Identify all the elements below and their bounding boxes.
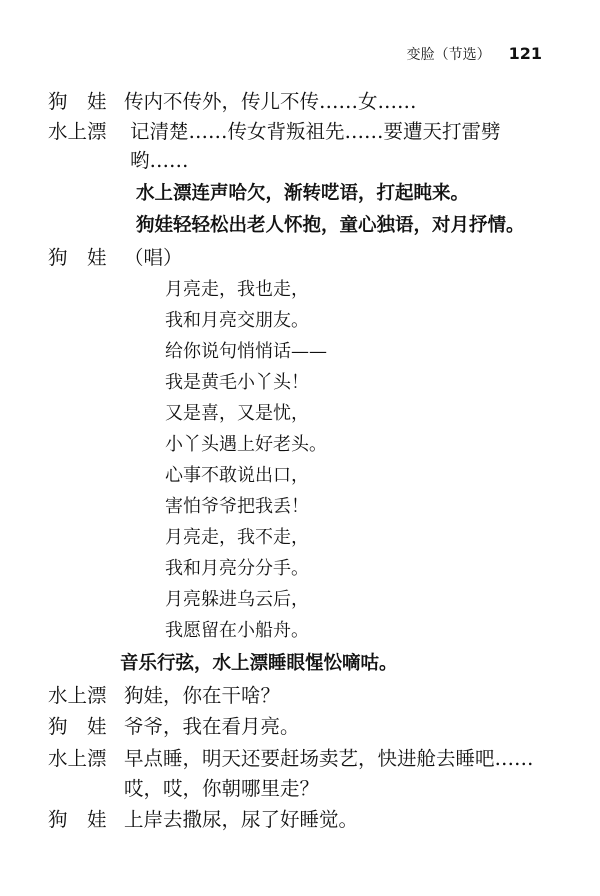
dialogue-text-continued: 哎，哎，你朝哪里走？ bbox=[124, 777, 320, 800]
speaker-name: 狗 娃 bbox=[48, 715, 107, 738]
speaker-name: 水上漂 bbox=[48, 747, 107, 770]
song-line: 心事不敢说出口， bbox=[165, 465, 309, 486]
dialogue-text: 传内不传外，传儿不传……女…… bbox=[124, 90, 417, 113]
song-line: 我是黄毛小丫头！ bbox=[165, 372, 309, 393]
speaker-name: 狗 娃 bbox=[48, 808, 107, 831]
song-line: 害怕爷爷把我丢！ bbox=[165, 496, 309, 517]
song-line: 给你说句悄悄话—— bbox=[165, 341, 327, 362]
header-title: 变脸（节选） bbox=[406, 47, 491, 63]
page-number: 121 bbox=[508, 44, 542, 63]
stage-direction: 狗娃轻轻松出老人怀抱，童心独语，对月抒情。 bbox=[136, 215, 525, 236]
song-line: 月亮走，我也走， bbox=[165, 279, 309, 300]
dialogue-text: 记清楚……传女背叛祖先……要遭天打雷劈 bbox=[130, 120, 501, 143]
song-line: 又是喜，又是忧， bbox=[165, 403, 309, 424]
speaker-name: 狗 娃 bbox=[48, 90, 107, 113]
running-header bbox=[407, 44, 542, 64]
song-line: 我和月亮交朋友。 bbox=[165, 310, 309, 331]
song-line: 月亮走，我不走， bbox=[165, 527, 309, 548]
dialogue-text: 早点睡，明天还要赶场卖艺，快进舱去睡吧…… bbox=[124, 747, 534, 770]
stage-direction: 音乐行弦，水上漂睡眼惺忪嘀咕。 bbox=[120, 653, 398, 674]
song-line: 我愿留在小船舟。 bbox=[165, 620, 309, 641]
dialogue-text: （唱） bbox=[124, 246, 183, 269]
song-line: 月亮躲进乌云后， bbox=[165, 589, 309, 610]
dialogue-text-continued: 哟…… bbox=[130, 149, 189, 172]
dialogue-text: 上岸去撒尿，尿了好睡觉。 bbox=[124, 808, 359, 831]
speaker-name: 水上漂 bbox=[48, 120, 107, 143]
song-line: 小丫头遇上好老头。 bbox=[165, 434, 327, 455]
stage-direction: 水上漂连声哈欠，渐转呓语，打起盹来。 bbox=[136, 183, 470, 204]
speaker-name: 水上漂 bbox=[48, 684, 107, 707]
song-line: 我和月亮分分手。 bbox=[165, 558, 309, 579]
dialogue-text: 爷爷，我在看月亮。 bbox=[124, 715, 300, 738]
dialogue-text: 狗娃，你在干啥？ bbox=[124, 684, 281, 707]
speaker-name: 狗 娃 bbox=[48, 246, 107, 269]
